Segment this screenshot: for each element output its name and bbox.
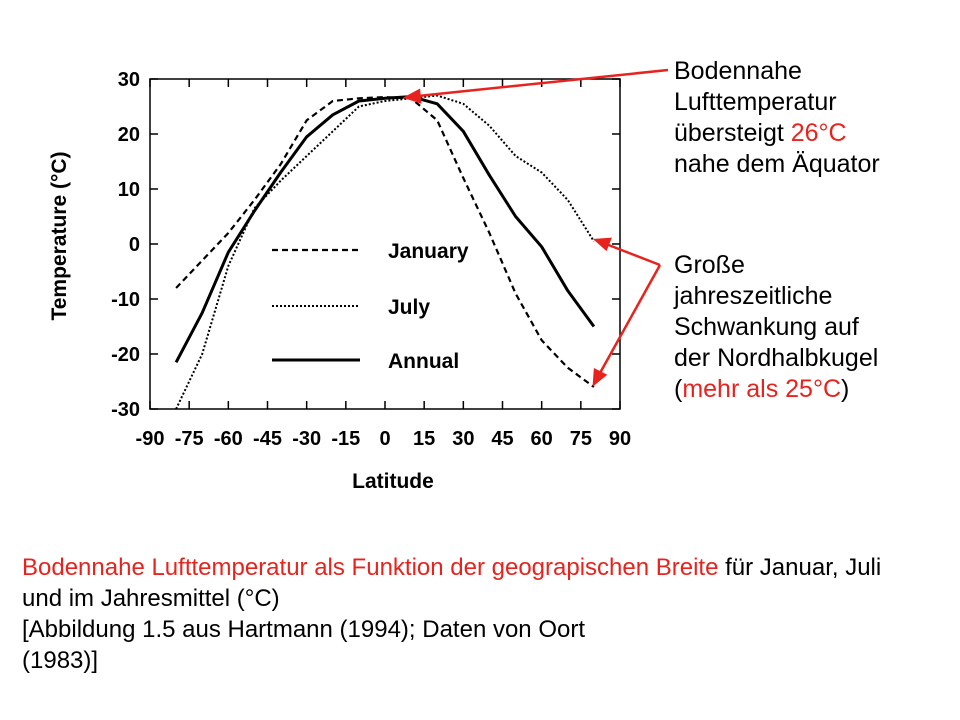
annotation-arrows [406, 70, 668, 384]
caption-black-part: für Januar, Juli und im Jahresmittel (°C) [22, 554, 882, 612]
annotation-seasonal-line5 [674, 374, 958, 405]
x-tick-label: -30 [292, 428, 322, 450]
arrow-equator-head [406, 91, 420, 103]
y-tick-label: -20 [111, 344, 140, 366]
paren-close: ) [841, 375, 850, 403]
series-lines [176, 96, 594, 410]
legend [272, 240, 469, 373]
annotation-seasonal [674, 250, 958, 405]
caption-line4: (1983)] [22, 647, 99, 674]
y-axis-label: Temperature (°C) [48, 151, 71, 321]
annotation-seasonal-line4: der Nordhalbkugel [674, 344, 879, 372]
caption-line3: [Abbildung 1.5 aus Hartmann (1994); Daten von Oort [22, 616, 585, 643]
y-tick-label: 20 [117, 124, 140, 146]
y-tick-label: -30 [111, 399, 140, 421]
legend-label-annual: Annual [388, 350, 460, 373]
annotation-seasonal-line1: Große [674, 251, 745, 279]
annotation-equator [674, 56, 954, 180]
annotation-seasonal-line2: jahreszeitliche [674, 282, 833, 310]
x-tick-label: -45 [253, 428, 282, 450]
x-axis-label: Latitude [352, 470, 434, 493]
y-axis-ticks [111, 69, 620, 421]
x-tick-label: 45 [491, 428, 514, 450]
y-tick-label: 0 [128, 234, 140, 256]
series-july-line [176, 96, 594, 410]
caption-red-part: Bodennahe Lufttemperatur als Funktion der geograpischen Breite [22, 554, 719, 581]
x-tick-label: 60 [530, 428, 553, 450]
x-axis-ticks [136, 79, 632, 450]
caption-lines-1-2 [22, 552, 922, 614]
annotation-equator-line1: Bodennahe [674, 57, 802, 85]
x-tick-label: 0 [379, 428, 391, 450]
annotation-equator-line3 [674, 118, 954, 149]
arrow-equator-line [418, 70, 668, 96]
x-tick-label: 30 [452, 428, 475, 450]
plot-frame [150, 79, 620, 409]
legend-label-july: July [388, 296, 431, 319]
x-tick-label: -75 [174, 428, 204, 450]
x-tick-label: 15 [413, 428, 436, 450]
y-tick-label: -10 [111, 289, 140, 311]
x-tick-label: -90 [135, 428, 165, 450]
arrow-north-upper-line [606, 244, 660, 265]
annotation-seasonal-line3: Schwankung auf [674, 313, 859, 341]
paren-open: ( [674, 375, 683, 403]
arrow-north-lower-line [600, 265, 660, 373]
arrow-north-lower-head [594, 370, 605, 384]
figure-caption [22, 552, 922, 676]
legend-label-january: January [388, 240, 469, 263]
y-tick-label: 10 [117, 179, 140, 201]
annotation-equator-line2: Lufttemperatur [674, 88, 837, 116]
arrow-north-upper-head [596, 239, 610, 249]
annotation-seasonal-value: mehr als 25°C [682, 375, 841, 403]
x-tick-label: -15 [331, 428, 361, 450]
x-tick-label: -60 [213, 428, 243, 450]
x-tick-label: 90 [608, 428, 632, 450]
x-tick-label: 75 [569, 428, 592, 450]
annotation-equator-value: 26°C [790, 119, 847, 147]
annotation-equator-line4: nahe dem Äquator [674, 150, 880, 178]
series-january-line [176, 97, 594, 387]
y-tick-label: 30 [117, 69, 140, 91]
annotation-equator-text: übersteigt [674, 119, 791, 147]
